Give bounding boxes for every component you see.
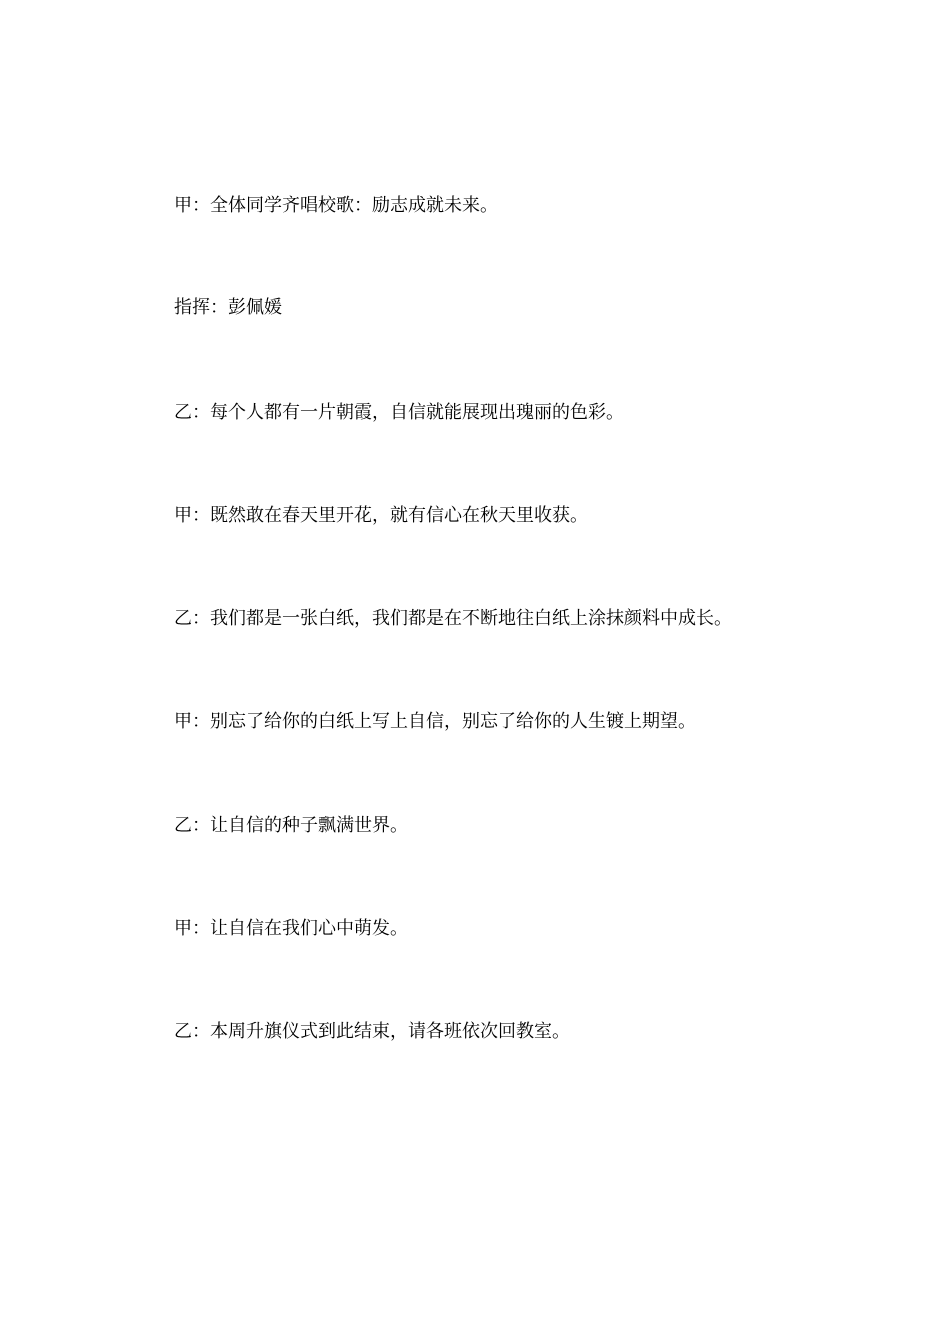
script-line-3: 乙：每个人都有一片朝霞，自信就能展现出瑰丽的色彩。	[174, 402, 624, 423]
script-line-6: 甲：别忘了给你的白纸上写上自信，别忘了给你的人生镀上期望。	[174, 711, 696, 732]
script-line-5: 乙：我们都是一张白纸，我们都是在不断地往白纸上涂抹颜料中成长。	[174, 608, 732, 629]
script-line-7: 乙：让自信的种子飘满世界。	[174, 815, 408, 836]
script-line-9: 乙：本周升旗仪式到此结束，请各班依次回教室。	[174, 1021, 570, 1042]
script-line-8: 甲：让自信在我们心中萌发。	[174, 918, 408, 939]
script-line-2: 指挥：彭佩媛	[174, 297, 282, 318]
script-line-1: 甲：全体同学齐唱校歌：励志成就未来。	[174, 195, 498, 216]
script-line-4: 甲：既然敢在春天里开花，就有信心在秋天里收获。	[174, 505, 588, 526]
